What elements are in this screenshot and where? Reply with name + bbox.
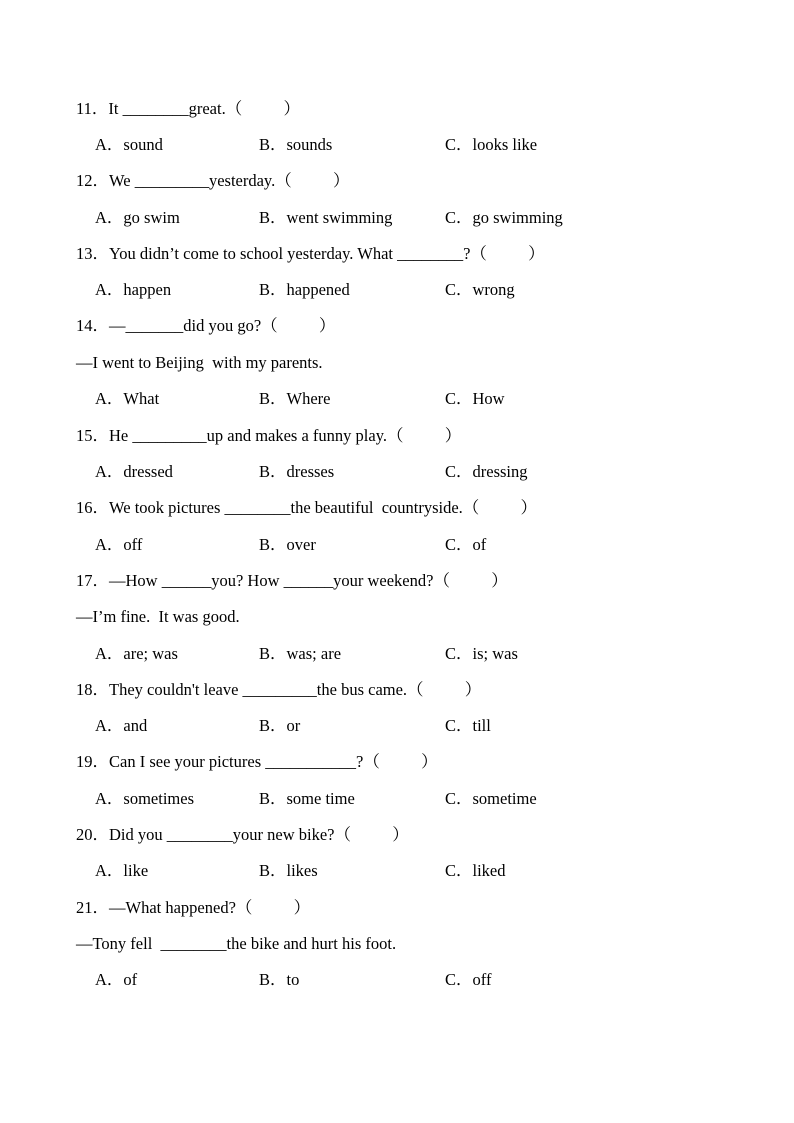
question-14-stem: 14．—_______did you go?（ ） [76,316,336,335]
question-11-stem: 11．It ________great.（ ） [76,99,300,118]
question-20-option-c: C．liked [445,861,506,880]
question-18-option-c: C．till [445,716,491,735]
question-20-option-a: A．like [95,861,149,880]
question-16-option-a: A．off [95,535,143,554]
question-19-option-a: A．sometimes [95,789,194,808]
question-12-stem: 12．We _________yesterday.（ ） [76,171,350,190]
question-14-option-c: C．How [445,389,505,408]
question-11-option-c: C．looks like [445,135,538,154]
question-16-option-b: B．over [259,535,316,554]
question-13-option-b: B．happened [259,280,350,299]
question-18-stem: 18．They couldn't leave _________the bus came.（ ） [76,680,482,699]
question-16-stem: 16．We took pictures ________the beautiful countryside.（ ） [76,498,538,517]
question-21-stem: 21．—What happened?（ ） [76,898,311,917]
question-15-option-b: B．dresses [259,462,335,481]
question-17-option-b: B．was; are [259,644,342,663]
question-11-option-b: B．sounds [259,135,333,154]
question-15-stem: 15．He _________up and makes a funny play.（ ） [76,426,462,445]
question-18-option-b: B．or [259,716,301,735]
question-17-stem: 17．—How ______you? How ______your weekend?（ ） [76,571,508,590]
question-15-option-c: C．dressing [445,462,528,481]
question-16-option-c: C．of [445,535,487,554]
question-21-option-b: B．to [259,970,300,989]
question-19-option-b: B．some time [259,789,355,808]
question-15-option-a: A．dressed [95,462,173,481]
question-12-option-b: B．went swimming [259,208,393,227]
question-21-option-a: A．of [95,970,138,989]
question-19-option-c: C．sometime [445,789,537,808]
question-11-option-a: A．sound [95,135,163,154]
question-13-option-a: A．happen [95,280,172,299]
question-21-dialogue-reply: —Tony fell ________the bike and hurt his foot. [76,934,397,953]
question-13-option-c: C．wrong [445,280,515,299]
question-14-dialogue-reply: —I went to Beijing with my parents. [76,353,323,372]
question-14-option-a: A．What [95,389,160,408]
question-17-option-c: C．is; was [445,644,518,663]
question-12-option-c: C．go swimming [445,208,563,227]
question-20-option-b: B．likes [259,861,318,880]
question-21-option-c: C．off [445,970,492,989]
question-20-stem: 20．Did you ________your new bike?（ ） [76,825,409,844]
question-17-option-a: A．are; was [95,644,178,663]
question-14-option-b: B．Where [259,389,331,408]
question-17-dialogue-reply: —I’m fine. It was good. [76,607,240,626]
question-18-option-a: A．and [95,716,148,735]
question-12-option-a: A．go swim [95,208,180,227]
question-13-stem: 13．You didn’t come to school yesterday. What ________?（ ） [76,244,545,263]
question-19-stem: 19．Can I see your pictures ___________?（ ） [76,752,438,771]
